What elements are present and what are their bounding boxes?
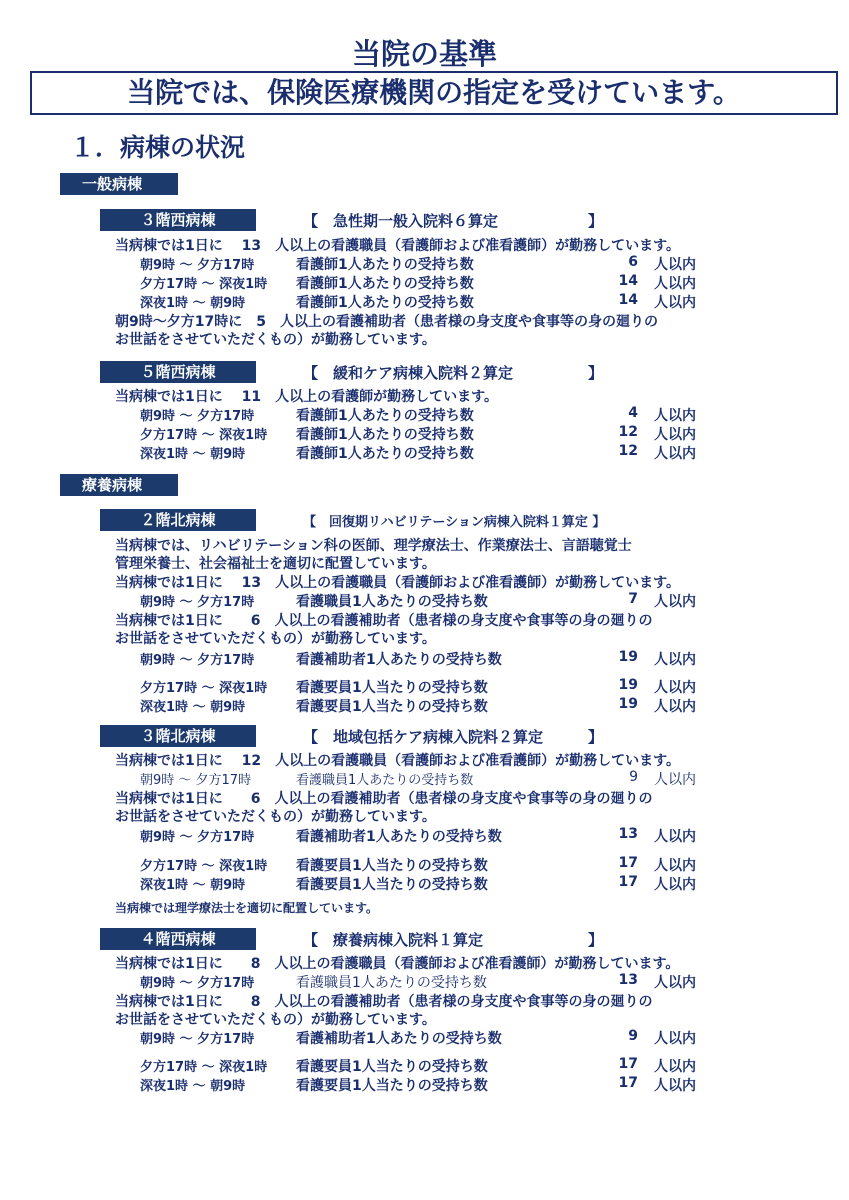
shift-label: 朝9時 ～ 夕方17時 (140, 258, 255, 273)
ratio-label: 看護師1人あたりの受持ち数 (296, 295, 474, 311)
shift-label: 夕方17時 ～ 深夜1時 (140, 681, 268, 696)
ratio-label: 看護補助者1人あたりの受持ち数 (296, 652, 502, 668)
ratio-value: 7 (628, 591, 638, 607)
ratio-value: 17 (618, 1075, 638, 1091)
ratio-unit: 人以内 (654, 680, 696, 696)
shift-label: 深夜1時 ～ 朝9時 (140, 447, 246, 462)
ratio-value: 13 (618, 826, 638, 842)
assistant-line: 当病棟では1日に 6 人以上の看護補助者（患者様の身支度や食事等の身の廻りの (115, 613, 653, 629)
ratio-value: 12 (618, 424, 638, 440)
shift-label: 夕方17時 ～ 深夜1時 (140, 859, 268, 874)
ratio-unit: 人以内 (654, 652, 696, 668)
ratio-label: 看護師1人あたりの受持ち数 (296, 257, 474, 273)
ward-label: ３階北病棟 (100, 725, 256, 747)
ward-label: ４階西病棟 (100, 928, 256, 950)
ratio-unit: 人以内 (654, 1059, 696, 1075)
ratio-value: 17 (618, 874, 638, 890)
shift-label: 深夜1時 ～ 朝9時 (140, 296, 246, 311)
fee-category: 【 療養病棟入院料１算定 】 (303, 931, 604, 949)
category-general-label: 一般病棟 (60, 173, 178, 195)
fee-category: 【 急性期一般入院料６算定 】 (303, 212, 604, 230)
shift-label: 夕方17時 ～ 深夜1時 (140, 1060, 268, 1075)
ratio-value: 14 (618, 292, 638, 308)
staffing-line: 当病棟では1日に 11 人以上の看護師が勤務しています。 (115, 389, 498, 405)
page-title: 当院の基準 (351, 37, 497, 71)
ratio-label: 看護職員1人あたりの受持ち数 (296, 975, 487, 991)
ratio-unit: 人以内 (654, 1078, 696, 1094)
ratio-label: 看護職員1人あたりの受持ち数 (296, 773, 474, 788)
ratio-label: 看護要員1人当たりの受持ち数 (296, 858, 488, 874)
ward-label: ２階北病棟 (100, 509, 256, 531)
ratio-value: 13 (618, 972, 638, 988)
ratio-value: 14 (618, 273, 638, 289)
shift-label: 夕方17時 ～ 深夜1時 (140, 277, 268, 292)
ratio-value: 6 (628, 254, 638, 270)
ratio-unit: 人以内 (654, 408, 696, 424)
assistant-line: 当病棟では1日に 6 人以上の看護補助者（患者様の身支度や食事等の身の廻りの (115, 791, 653, 807)
assistant-line: 朝9時～夕方17時に 5 人以上の看護補助者（患者様の身支度や食事等の身の廻りの (115, 314, 658, 330)
ratio-label: 看護要員1人当たりの受持ち数 (296, 1078, 488, 1094)
ratio-unit: 人以内 (654, 975, 696, 991)
ratio-label: 看護職員1人あたりの受持ち数 (296, 594, 488, 610)
staffing-line: 当病棟では1日に 12 人以上の看護職員（看護師および准看護師）が勤務しています。 (115, 753, 680, 769)
shift-label: 朝9時 ～ 夕方17時 (140, 409, 255, 424)
ratio-unit: 人以内 (654, 295, 696, 311)
shift-label: 朝9時 ～ 夕方17時 (140, 976, 255, 991)
shift-label: 深夜1時 ～ 朝9時 (140, 878, 246, 893)
shift-label: 朝9時 ～ 夕方17時 (140, 1032, 255, 1047)
ratio-value: 19 (618, 649, 638, 665)
ratio-value: 12 (618, 443, 638, 459)
assistant-line: お世話をさせていただくもの）が勤務しています。 (115, 1012, 436, 1028)
ratio-unit: 人以内 (654, 829, 696, 845)
fee-category: 【 回復期リハビリテーション病棟入院料１算定 】 (303, 515, 606, 530)
staff-note-line: 管理栄養士、社会福祉士を適切に配置しています。 (115, 556, 436, 572)
staffing-line: 当病棟では1日に 13 人以上の看護職員（看護師および准看護師）が勤務しています。 (115, 575, 680, 591)
shift-label: 朝9時 ～ 夕方17時 (140, 830, 255, 845)
ward-label: ３階西病棟 (100, 209, 256, 231)
ratio-label: 看護補助者1人あたりの受持ち数 (296, 1031, 502, 1047)
shift-label: 夕方17時 ～ 深夜1時 (140, 428, 268, 443)
ratio-unit: 人以内 (654, 772, 696, 788)
ratio-unit: 人以内 (654, 594, 696, 610)
ratio-label: 看護補助者1人あたりの受持ち数 (296, 829, 502, 845)
ratio-unit: 人以内 (654, 1031, 696, 1047)
ratio-unit: 人以内 (654, 427, 696, 443)
shift-label: 朝9時 ～ 夕方17時 (140, 773, 252, 788)
ratio-unit: 人以内 (654, 877, 696, 893)
ratio-value: 17 (618, 1056, 638, 1072)
ratio-label: 看護師1人あたりの受持ち数 (296, 446, 474, 462)
fee-category: 【 緩和ケア病棟入院料２算定 】 (303, 364, 604, 382)
shift-label: 朝9時 ～ 夕方17時 (140, 595, 255, 610)
ratio-label: 看護師1人あたりの受持ち数 (296, 408, 474, 424)
ratio-value: 19 (618, 677, 638, 693)
ratio-value: 9 (628, 1028, 638, 1044)
ratio-label: 看護要員1人当たりの受持ち数 (296, 699, 488, 715)
staff-note-line: 当病棟では理学療法士を適切に配置しています。 (115, 901, 379, 915)
ratio-value: 19 (618, 696, 638, 712)
shift-label: 深夜1時 ～ 朝9時 (140, 700, 246, 715)
staffing-line: 当病棟では1日に 8 人以上の看護職員（看護師および准看護師）が勤務しています。 (115, 956, 680, 972)
ratio-label: 看護師1人あたりの受持ち数 (296, 276, 474, 292)
ratio-unit: 人以内 (654, 858, 696, 874)
shift-label: 深夜1時 ～ 朝9時 (140, 1079, 246, 1094)
ratio-value: 4 (628, 405, 638, 421)
ratio-label: 看護要員1人当たりの受持ち数 (296, 877, 488, 893)
section-heading: １．病棟の状況 (70, 133, 246, 162)
ratio-label: 看護師1人あたりの受持ち数 (296, 427, 474, 443)
ratio-unit: 人以内 (654, 699, 696, 715)
designation-banner: 当院では、保険医療機関の指定を受けています。 (30, 71, 838, 115)
assistant-line: 当病棟では1日に 8 人以上の看護補助者（患者様の身支度や食事等の身の廻りの (115, 994, 653, 1010)
ratio-value: 17 (618, 855, 638, 871)
staff-note-line: 当病棟では、リハビリテーション科の医師、理学療法士、作業療法士、言語聴覚士 (115, 538, 632, 554)
ratio-unit: 人以内 (654, 446, 696, 462)
ward-label: ５階西病棟 (100, 361, 256, 383)
ratio-label: 看護要員1人当たりの受持ち数 (296, 680, 488, 696)
staffing-line: 当病棟では1日に 13 人以上の看護職員（看護師および准看護師）が勤務しています。 (115, 238, 680, 254)
ratio-unit: 人以内 (654, 257, 696, 273)
assistant-line: お世話をさせていただくもの）が勤務しています。 (115, 631, 436, 647)
assistant-line: お世話をさせていただくもの）が勤務しています。 (115, 809, 436, 825)
shift-label: 朝9時 ～ 夕方17時 (140, 653, 255, 668)
ratio-label: 看護要員1人当たりの受持ち数 (296, 1059, 488, 1075)
ratio-value: 9 (629, 769, 638, 785)
ratio-unit: 人以内 (654, 276, 696, 292)
fee-category: 【 地域包括ケア病棟入院料２算定 】 (303, 728, 604, 746)
category-ryoyo-label: 療養病棟 (60, 474, 178, 496)
assistant-line: お世話をさせていただくもの）が勤務しています。 (115, 332, 436, 348)
